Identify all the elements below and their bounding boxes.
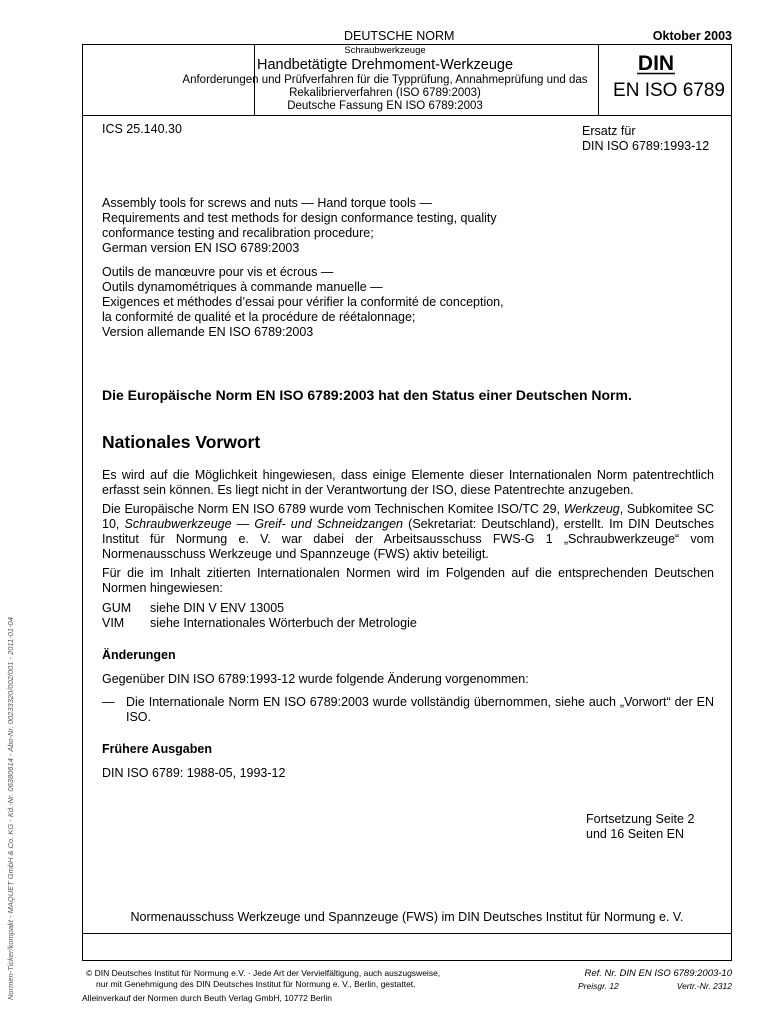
section-heading-aenderungen: Änderungen <box>102 648 176 662</box>
ics-code: ICS 25.140.30 <box>102 122 182 136</box>
header-box <box>82 44 732 116</box>
abbreviation-term: GUM <box>102 601 132 615</box>
aenderungen-intro: Gegenüber DIN ISO 6789:1993-12 wurde folgende Änderung vorgenommen: <box>102 672 529 686</box>
french-title <box>102 265 562 340</box>
english-title-line: conformance testing and recalibration procedure; <box>102 226 374 240</box>
standard-number: EN ISO 6789 <box>613 80 725 101</box>
committee-line: Normenausschuss Werkzeuge und Spannzeuge (FWS) im DIN Deutsches Institut für Normung e. V. <box>130 910 684 924</box>
header-title: Handbetätigte Drehmoment-Werkzeuge <box>256 57 514 74</box>
distribution-number: Vertr.-Nr. 2312 <box>676 981 732 991</box>
publication-date: Oktober 2003 <box>652 29 732 43</box>
french-title-line: Version allemande EN ISO 6789:2003 <box>102 325 314 339</box>
text-run: , Subkomitee SC 10, <box>102 502 714 531</box>
price-group: Preisgr. 12 <box>578 981 619 991</box>
abbreviation-description: siehe DIN V ENV 13005 <box>150 601 285 615</box>
text-run-italic: Schraubwerkzeuge — Greif- und Schneidzangen <box>124 517 404 531</box>
side-license-note: Normen-Ticker/kompakt - MAQUET GmbH & Co. KG - Kd.-Nr. 06380614 - Abo-Nr. 00233320/002/001 - 2011-01-04 <box>6 617 15 1000</box>
continuation-line: und 16 Seiten EN <box>586 827 684 841</box>
vorwort-paragraph-references: Für die im Inhalt zitierten Internationalen Normen wird im Folgenden auf die entsprechenden Deutschen Normen hingewiesen: <box>102 566 714 595</box>
english-title-line: German version EN ISO 6789:2003 <box>102 241 300 255</box>
replaces-value: DIN ISO 6789:1993-12 <box>582 139 710 153</box>
french-title-line: Outils de manœuvre pour vis et écrous — <box>102 265 334 279</box>
replaces-label: Ersatz für <box>582 124 636 138</box>
abbreviation-term: VIM <box>102 616 125 630</box>
abbreviation-row <box>102 601 702 616</box>
header-subtitle-line1: Anforderungen und Prüfverfahren für die Typprüfung, Annahmeprüfung und das <box>182 73 588 86</box>
sales-notice: Alleinverkauf der Normen durch Beuth Verlag GmbH, 10772 Berlin <box>82 993 332 1003</box>
dash-bullet: — <box>102 695 115 709</box>
english-title-line: Assembly tools for screws and nuts — Hand torque tools — <box>102 196 433 210</box>
continuation-line: Fortsetzung Seite 2 <box>586 812 695 826</box>
header-category: Schraubwerkzeuge <box>344 45 426 57</box>
header-title-block <box>172 45 598 115</box>
change-list-item <box>102 695 714 725</box>
copyright-notice <box>86 968 516 989</box>
english-title-line: Requirements and test methods for design conformance testing, quality <box>102 211 497 225</box>
reference-number: Ref. Nr. DIN EN ISO 6789:2003-10 <box>584 968 732 979</box>
change-item-text: Die Internationale Norm EN ISO 6789:2003 wurde vollständig übernommen, siehe auch „Vorwort“ der EN ISO. <box>126 695 714 724</box>
din-logo-text: DIN <box>637 52 675 75</box>
header-subtitle-line2: Rekalibrierverfahren (ISO 6789:2003) <box>289 87 481 100</box>
text-run: (Sekretariat: Deutschland), erstellt. Im DIN Deutsches Institut für Normung e. V. war dabei der Arbeitsausschuss FWS-G 1 „Schraubwerkzeuge“ vom Normenausschuss Werkzeuge und Spannzeuge (FWS) aktiv beteiligt. <box>102 517 714 561</box>
french-title-line: Outils dynamométriques à commande manuelle — <box>102 280 383 294</box>
section-heading-fruehere-ausgaben: Frühere Ausgaben <box>102 742 212 756</box>
abbreviation-row <box>102 616 702 631</box>
text-run: Die Europäische Norm EN ISO 6789 wurde vom Technischen Komitee ISO/TC 29, <box>102 502 564 516</box>
french-title-line: Exigences et méthodes d’essai pour vérifier la conformité de conception, <box>102 295 504 309</box>
abbreviation-description: siehe Internationales Wörterbuch der Metrologie <box>150 616 417 630</box>
fruehere-ausgaben-text: DIN ISO 6789: 1988-05, 1993-12 <box>102 766 286 780</box>
english-title <box>102 196 562 256</box>
footer-divider <box>82 933 732 934</box>
header-version: Deutsche Fassung EN ISO 6789:2003 <box>287 100 483 113</box>
vorwort-paragraph-committee <box>102 502 714 562</box>
continuation-note <box>586 812 726 842</box>
price-row <box>578 981 732 991</box>
replaces-block <box>582 124 732 154</box>
text-run-italic: Werkzeug <box>563 502 620 516</box>
din-logo <box>635 51 677 75</box>
vorwort-paragraph-patent: Es wird auf die Möglichkeit hingewiesen, dass einige Elemente dieser Internationalen Norm patentrechtlich erfasst sein können. Es liegt nicht in der Verantwortung der ISO, diese Patentrechte anzugeben. <box>102 468 714 497</box>
copyright-line: nur mit Genehmigung des DIN Deutsches Institut für Normung e. V., Berlin, gestattet. <box>96 978 416 989</box>
section-heading-vorwort: Nationales Vorwort <box>102 432 261 452</box>
header-divider <box>598 45 599 115</box>
document-type: DEUTSCHE NORM <box>344 29 455 43</box>
french-title-line: la conformité de qualité et la procédure de réétalonnage; <box>102 310 416 324</box>
status-statement: Die Europäische Norm EN ISO 6789:2003 hat den Status einer Deutschen Norm. <box>102 387 632 403</box>
copyright-line: © DIN Deutsches Institut für Normung e.V. · Jede Art der Vervielfältigung, auch auszugsweise, <box>86 968 441 978</box>
